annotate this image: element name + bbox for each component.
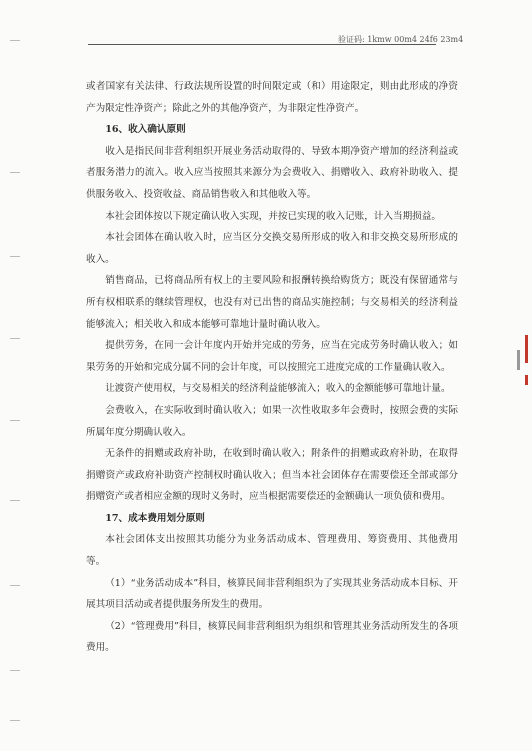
verification-code: 验证码: 1kmw 00m4 24f6 23m4 [338,35,464,44]
paragraph: 让渡资产使用权，与交易相关的经济利益能够流入；收入的金额能够可靠地计量。 [105,383,451,395]
section-heading: 16、收入确认原则 [105,124,186,136]
paragraph: （1）“业务活动成本”科目，核算民间非营利组织为了实现其业务活动成本目标、开展其项目活动或者提供服务所发生的费用。 [86,577,458,611]
margin-mark [10,500,20,501]
binding-edge-mark [525,335,528,363]
margin-mark [10,338,20,339]
margin-mark [10,172,20,173]
margin-mark [10,720,20,721]
header-rule [88,44,436,45]
paragraph: 无条件的捐赠或政府补助，在收到时确认收入；附条件的捐赠或政府补助，在取得捐赠资产或政府补助资产控制权时确认收入；但当本社会团体存在需要偿还全部或部分捐赠资产或者相应金额的现时义务时，应当根据需要偿还的金额确认一项负债和费用。 [86,448,458,503]
margin-mark [10,585,20,586]
margin-mark [10,670,20,671]
binding-edge-mark [517,350,520,370]
paragraph: 本社会团体在确认收入时，应当区分交换交易所形成的收入和非交换交易所形成的收入。 [86,232,458,265]
paragraph: 或者国家有关法律、行政法规所设置的时间限定或（和）用途限定，则由此形成的净资产为限定性净资产；除此之外的其他净资产，为非限定性净资产。 [86,81,458,114]
margin-mark [10,40,20,41]
paragraph: 本社会团体支出按照其功能分为业务活动成本、管理费用、筹资费用、其他费用等。 [86,534,458,568]
margin-mark [10,420,20,421]
paragraph: 提供劳务，在同一会计年度内开始并完成的劳务，应当在完成劳务时确认收入；如果劳务的开始和完成分属不同的会计年度，可以按照完工进度完成的工作量确认收入。 [86,340,458,373]
document-body [86,76,458,659]
paragraph: 销售商品，已将商品所有权上的主要风险和报酬转换给购货方；既没有保留通常与所有权相联系的继续管理权，也没有对已出售的商品实施控制；与交易相关的经济利益能够流入；相关收入和成本能够可靠地计量时确认收入。 [86,275,458,330]
paragraph: 收入是指民间非营利组织开展业务活动取得的、导致本期净资产增加的经济利益或者服务潜力的流入。收入应当按照其来源分为会费收入、捐赠收入、政府补助收入、提供服务收入、投资收益、商品销售收入和其他收入等。 [86,145,458,200]
paragraph: 本社会团体按以下规定确认收入实现，并按已实现的收入记账，计入当期损益。 [105,210,441,222]
paragraph: 会费收入，在实际收到时确认收入；如果一次性收取多年会费时，按照会费的实际所属年度分期确认收入。 [86,404,458,438]
paragraph: （2）“管理费用”科目，核算民间非营利组织为组织和管理其业务活动所发生的各项费用。 [86,620,458,654]
binding-edge-mark [525,375,528,385]
section-heading: 17、成本费用划分原则 [105,512,205,524]
margin-mark [10,256,20,257]
